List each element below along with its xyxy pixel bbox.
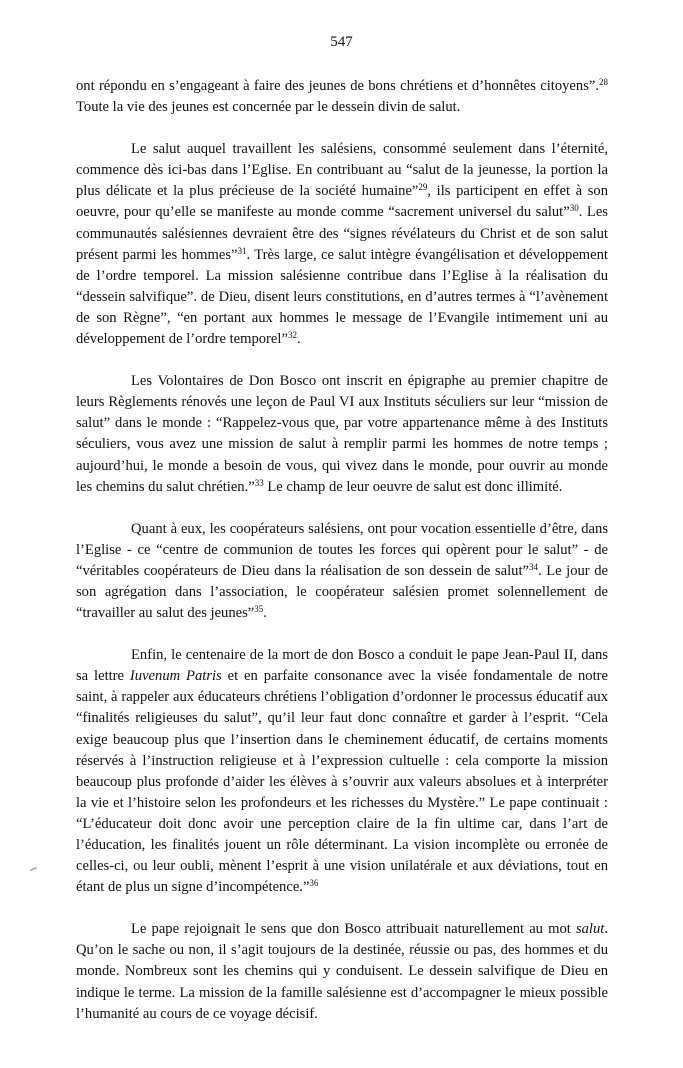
paragraph [76,645,608,898]
paragraph [76,919,608,1024]
paragraph [76,371,608,498]
paragraph [76,139,608,350]
text-run: . Qu’on le sache ou non, il s’agit toujours de la destinée, réussie ou pas, des hommes et du monde. Nombreux sont les chemins qui y conduisent. Le dessein salvifique de Dieu en indique le terme. La mission de la famille salésienne est d’accompagner le mieux possible l’humanité au cours de ce voyage décisif. [76,921,608,1022]
page-number: 547 [330,34,353,50]
footnote-ref: 33 [254,477,264,488]
text-run: . [296,331,301,348]
paragraph [76,76,608,118]
text-run: . Très large, ce salut intègre évangélisation et développement de l’ordre temporel. La mission salésienne contribue dans l’Eglise à la réalisation du “dessein salvifique”. de Dieu, disent leurs constitutions, en d’autres termes à “l’avènement de son Règne”, “en portant aux hommes le message de l’Evangile intimement uni au développement de l’ordre temporel” [76,246,608,348]
text-run: , ils participent en effet à son oeuvre, pour qu’elle se manifeste au monde comme “sacrement universel du salut” [76,183,609,221]
text-run: Enfin, le centenaire de la mort de don Bosco a conduit le pape Jean-Paul II, dans sa lettre [76,647,608,685]
footnote-ref: 29 [418,182,428,193]
footnote-ref: 34 [528,561,538,572]
footnote-ref: 30 [569,203,579,214]
body-text [76,76,608,1046]
footnote-ref: 28 [599,77,608,87]
footnote-ref: 32 [287,330,297,341]
text-run: Le pape rejoignait le sens que don Bosco attribuait naturellement au mot [131,921,576,938]
footnote-ref: 36 [309,878,319,889]
text-run: ont répondu en s’engageant à faire des jeunes de bons chrétiens et d’honnêtes citoyens”. [76,78,599,94]
text-run: Le champ de leur oeuvre de salut est donc illimité. [263,478,563,495]
text-run: Le salut auquel travaillent les salésiens, consommé seulement dans l’éternité, commence dès ici-bas dans l’Eglise. En contribuant au “salut de la jeunesse, la portion la plus délicate et la plus précieuse de la société humaine” [76,141,608,200]
footnote-ref: 31 [237,245,247,256]
text-run: Les Volontaires de Don Bosco ont inscrit en épigraphe au premier chapitre de leurs Règlements rénovés une leçon de Paul VI aux Instituts séculiers sur leur “mission de salut” dans le monde : “Rappelez-vous que, par votre appartenance même à des Instituts séculiers, vous avez une mission de salut à remplir parmi les hommes de notre temps ; aujourd’hui, le monde a besoin de vous, qui vivez dans le monde, pour ouvrir au monde les chemins du salut chrétien.” [76,373,608,495]
text-run: Toute la vie des jeunes est concernée par le dessein divin de salut. [76,99,461,116]
italic-text: salut [575,921,605,938]
text-run: . Les communautés salésiennes devraient être des “signes révélateurs du Christ et de son salut présent parmi les hommes” [76,204,608,263]
text-run: et en parfaite consonance avec la visée fondamentale de notre saint, à rappeler aux éducateurs chrétiens l’obligation d’ordonner le processus éducatif aux “finalités religieuses du salut”, qu’il leur faut donc connaître et garder à l’esprit. “Cela exige beaucoup plus que l’insertion dans le cheminement éducatif, de certains moments réservés à l’instruction religieuse et à l’expression cultuelle : cela comporte la mission beaucoup plus profonde d’aider les élèves à s’ouvrir aux valeurs absolues et à interpréter la vie et l’histoire selon les profondeurs et les richesses du Mystère.” Le pape continuait : “L’éducateur doit donc avoir une perception claire de la fin ultime car, dans l’art de l’éducation, les finalités jouent un rôle déterminant. La vision incomplète ou erronée de celles-ci, ou leur oubli, mènent l’esprit à une vision unilatérale et aux déviations, tout en étant de plus un signe d’incompétence.” [76,668,608,896]
text-run: Quant à eux, les coopérateurs salésiens, ont pour vocation essentielle d’être, dans l’Eglise - ce “centre de communion de toutes les forces qui opèrent pour le salut” - de “véritables coopérateurs de Dieu dans la réalisation de son dessein de salut” [76,520,608,579]
paragraph [76,519,608,624]
margin-mark [30,867,37,872]
text-run: . [263,605,267,622]
footnote-ref: 35 [254,604,264,615]
italic-text: Iuvenum Patris [129,668,222,685]
text-run: . Le jour de son agrégation dans l’association, le coopérateur salésien promet solennellement de “travailler au salut des jeunes” [76,562,608,622]
